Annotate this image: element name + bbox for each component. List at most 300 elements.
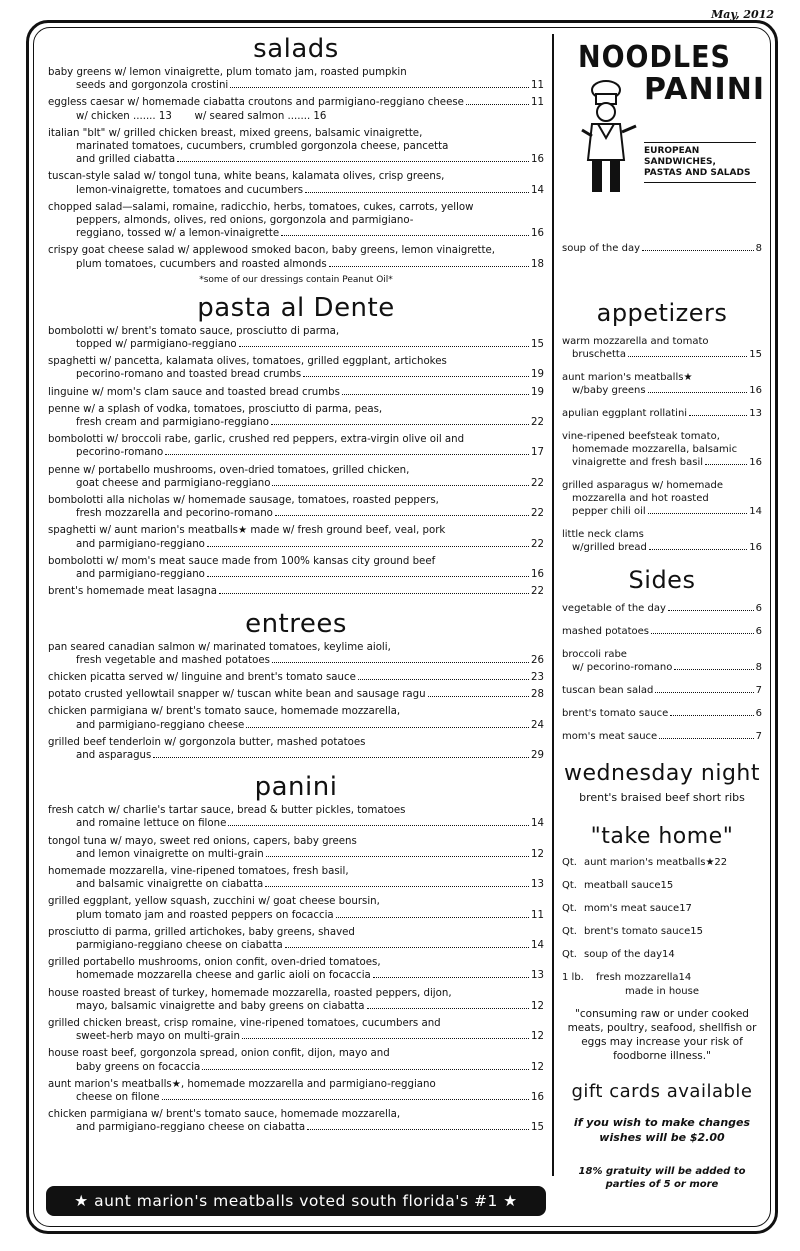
menu-item-text: seeds and gorgonzola crostini [76, 80, 229, 92]
take-home-price: 15 [660, 880, 674, 891]
menu-item-desc-line: tuscan-style salad w/ tongol tuna, white beans, kalamata olives, crisp greens, [48, 171, 445, 183]
dot-leader [428, 696, 529, 697]
menu-item-text: cheese on filone [76, 1091, 160, 1103]
menu-item [48, 244, 544, 270]
menu-item-text: and balsamic vinaigrette on ciabatta [76, 879, 264, 891]
menu-item-desc-line: little neck clams [562, 529, 644, 540]
gift-cards-heading: gift cards available [571, 1081, 753, 1102]
menu-item-price-row [562, 407, 762, 420]
menu-item [48, 1108, 544, 1134]
menu-item-price-row [48, 338, 544, 351]
take-home-item [562, 971, 762, 984]
menu-item-desc-line: homemade mozzarella, vine-ripened tomatoes, fresh basil, [48, 865, 349, 877]
menu-item-price-row [562, 348, 762, 361]
menu-item-price-row [48, 79, 544, 92]
take-home-price: 15 [690, 926, 703, 937]
menu-date: May, 2012 [711, 8, 774, 21]
menu-item [48, 170, 544, 196]
menu-item-text: w/baby greens [572, 385, 646, 396]
menu-item [48, 865, 544, 891]
menu-item-desc-line: grilled portabello mushrooms, onion confit, oven-dried tomatoes, [48, 957, 381, 969]
salads-heading: salads [253, 34, 339, 64]
menu-item-price: 16 [531, 569, 544, 581]
menu-item-price: 15 [531, 339, 544, 351]
menu-item-text: and parmigiano-reggiano cheese [76, 719, 245, 731]
menu-item [48, 705, 544, 731]
menu-item-text: pepper chili oil [572, 506, 646, 517]
menu-item-text: topped w/ parmigiano-reggiano [76, 339, 237, 351]
logo-tagline-line1: EUROPEAN SANDWICHES, [644, 146, 716, 167]
menu-item-desc-line: mozzarella and hot roasted [572, 493, 709, 504]
dot-leader [358, 679, 529, 680]
made-in-house-note: made in house [625, 986, 699, 997]
menu-item [48, 1017, 544, 1043]
logo-word-noodles: NOODLES [578, 40, 731, 75]
menu-item-price-row [562, 707, 762, 720]
menu-item-price: 13 [531, 879, 544, 891]
menu-item [48, 325, 544, 351]
menu-item [562, 528, 762, 554]
menu-item-text: apulian eggplant rollatini [562, 408, 688, 419]
menu-item-price: 19 [531, 386, 544, 398]
dot-leader [246, 727, 529, 728]
take-home-qty: Qt. [562, 949, 577, 960]
menu-item-price: 16 [531, 1091, 544, 1103]
menu-item-price: 13 [531, 970, 544, 982]
menu-item-price-row [48, 538, 544, 551]
menu-item-text: chicken picatta served w/ linguine and brent's tomato sauce [48, 671, 356, 683]
menu-item-desc-line: bombolotti alla nicholas w/ homemade sausage, tomatoes, roasted peppers, [48, 495, 439, 507]
soup-price: 8 [755, 243, 762, 254]
menu-item-price: 14 [531, 184, 544, 196]
dot-leader [628, 356, 747, 357]
menu-item-text: pecorino-romano [76, 447, 164, 459]
menu-item-desc-line: vine-ripened beefsteak tomato, [562, 431, 720, 442]
menu-item [48, 926, 544, 952]
menu-item [48, 555, 544, 581]
menu-item-price-row [48, 1000, 544, 1013]
menu-item-price: 17 [531, 447, 544, 459]
menu-item-price-row [48, 939, 544, 952]
menu-item-price-row [48, 585, 544, 598]
menu-item-price-row [562, 730, 762, 743]
menu-item-price-row [48, 446, 544, 459]
menu-item-desc-line: aunt marion's meatballs★, homemade mozzarella and parmigiano-reggiano [48, 1078, 436, 1090]
menu-item-text: fresh vegetable and mashed potatoes [76, 654, 270, 666]
menu-item-price: 22 [531, 508, 544, 520]
menu-item-price-row [48, 1091, 544, 1104]
menu-item-price: 15 [531, 1122, 544, 1134]
menu-item-desc-line: grilled beef tenderloin w/ gorgonzola butter, mashed potatoes [48, 736, 366, 748]
menu-item-desc-line: house roast beef, gorgonzola spread, onion confit, dijon, mayo and [48, 1048, 390, 1060]
dot-leader [303, 376, 529, 377]
menu-item-text: plum tomato jam and roasted peppers on focaccia [76, 909, 334, 921]
dot-leader [207, 576, 529, 577]
take-home-label: meatball sauce [584, 880, 661, 891]
menu-item-text: w/grilled bread [572, 542, 647, 553]
menu-item [562, 730, 762, 743]
menu-item-price: 22 [531, 538, 544, 550]
dot-leader [230, 87, 529, 88]
menu-item-text: and parmigiano-reggiano [76, 538, 205, 550]
menu-item-price-row [48, 227, 544, 240]
menu-item-desc-line: spaghetti w/ aunt marion's meatballs★ made w/ fresh ground beef, veal, pork [48, 525, 446, 537]
menu-item-desc-line: bombolotti w/ broccoli rabe, garlic, crushed red peppers, extra-virgin olive oil and [48, 434, 465, 446]
menu-item-price-row [562, 602, 762, 615]
menu-item-price-row [562, 661, 762, 674]
panini-list [48, 804, 544, 1134]
menu-item-desc-line: italian "blt" w/ grilled chicken breast, mixed greens, balsamic vinaigrette, [48, 127, 423, 139]
menu-item-desc-line: chicken parmigiana w/ brent's tomato sauce, homemade mozzarella, [48, 706, 401, 718]
menu-item-price: 28 [531, 689, 544, 701]
menu-item [48, 671, 544, 684]
dot-leader [342, 394, 529, 395]
menu-item-price: 11 [531, 909, 544, 921]
take-home-label: brent's tomato sauce [584, 926, 691, 937]
dot-leader [705, 464, 747, 465]
chef-icon [578, 80, 638, 200]
dot-leader [266, 856, 529, 857]
menu-item-price-row [48, 507, 544, 520]
menu-item-text: and lemon vinaigrette on multi-grain [76, 848, 264, 860]
menu-item-text: baby greens on focaccia [76, 1061, 201, 1073]
menu-item-price: 24 [531, 719, 544, 731]
take-home-qty: Qt. [562, 880, 577, 891]
menu-item-price: 8 [755, 662, 762, 673]
menu-item-text: vinaigrette and fresh basil [572, 457, 704, 468]
menu-item-text: linguine w/ mom's clam sauce and toasted bread crumbs [48, 386, 340, 398]
dot-leader [272, 662, 529, 663]
menu-item-desc-line: chopped salad—salami, romaine, radicchio, herbs, tomatoes, cukes, carrots, yellow [48, 201, 474, 213]
menu-item-price-row [48, 817, 544, 830]
menu-item-price-row [48, 688, 544, 701]
wednesday-heading: wednesday night [564, 761, 760, 786]
menu-item [562, 407, 762, 420]
take-home-item [562, 856, 762, 869]
menu-item-price: 11 [531, 97, 544, 109]
menu-item-text: reggiano, tossed w/ a lemon-vinaigrette [76, 228, 280, 240]
menu-item-price: 13 [749, 408, 762, 419]
menu-item-price: 29 [531, 749, 544, 761]
menu-item-text: vegetable of the day [562, 603, 666, 614]
menu-item-price: 12 [531, 848, 544, 860]
take-home-price: 22 [714, 857, 728, 868]
menu-item [562, 648, 762, 674]
menu-item [562, 707, 762, 720]
appetizers-heading: appetizers [596, 299, 728, 327]
menu-item-desc-line: penne w/ portabello mushrooms, oven-dried tomatoes, grilled chicken, [48, 464, 410, 476]
menu-item [48, 804, 544, 830]
sides-list [562, 602, 762, 743]
menu-item [48, 355, 544, 381]
menu-item-text: brent's tomato sauce [562, 708, 669, 719]
menu-item [48, 736, 544, 762]
menu-item-text: fresh mozzarella and pecorino-romano [76, 508, 273, 520]
dot-leader [689, 415, 747, 416]
menu-item-price-row [48, 96, 544, 109]
menu-item [48, 524, 544, 550]
menu-item-desc-line: grilled asparagus w/ homemade [562, 480, 724, 491]
meatballs-banner: ★ aunt marion's meatballs voted south florida's #1 ★ [46, 1186, 546, 1216]
menu-item-price: 16 [531, 228, 544, 240]
logo-tagline-line2: PASTAS AND SALADS [644, 168, 751, 178]
right-column [562, 40, 765, 1191]
salads-list [48, 66, 544, 271]
menu-item-price: 7 [755, 731, 762, 742]
dot-leader [239, 346, 529, 347]
menu-item-price-row [48, 719, 544, 732]
menu-item-price-row [48, 909, 544, 922]
take-home-label: mom's meat sauce [584, 903, 680, 914]
menu-item-desc-line: house roasted breast of turkey, homemade mozzarella, roasted peppers, dijon, [48, 987, 452, 999]
menu-item [48, 433, 544, 459]
menu-item-text: mayo, balsamic vinaigrette and baby greens on ciabatta [76, 1000, 365, 1012]
menu-item-desc-line: penne w/ a splash of vodka, tomatoes, prosciutto di parma, peas, [48, 403, 383, 415]
menu-item-text: mashed potatoes [562, 626, 650, 637]
peanut-oil-note: *some of our dressings contain Peanut Oil* [199, 274, 393, 285]
take-home-item [562, 925, 762, 938]
menu-item-price: 16 [749, 385, 762, 396]
menu-item-price-row [48, 1030, 544, 1043]
dot-leader [165, 454, 529, 455]
menu-item-desc-line: bombolotti w/ mom's meat sauce made from 100% kansas city ground beef [48, 555, 436, 567]
menu-item-price-row [562, 684, 762, 697]
panini-heading: panini [254, 772, 338, 803]
take-home-item [562, 902, 762, 915]
take-home-label: soup of the day [584, 949, 662, 960]
menu-item-price-row [562, 541, 762, 554]
take-home-qty: Qt. [562, 857, 577, 868]
menu-item [562, 430, 762, 469]
menu-item-text: and parmigiano-reggiano [76, 569, 205, 581]
menu-item-price-row [48, 184, 544, 197]
menu-item [562, 371, 762, 397]
menu-item-price-row [48, 1061, 544, 1074]
menu-item [48, 386, 544, 399]
menu-item-price: 22 [531, 586, 544, 598]
dot-leader [649, 549, 747, 550]
menu-item [48, 66, 544, 92]
menu-item-price: 6 [755, 708, 762, 719]
take-home-heading: "take home" [590, 824, 734, 849]
dot-leader [648, 392, 748, 393]
dot-leader [219, 593, 529, 594]
menu-item-price: 15 [749, 349, 762, 360]
menu-item-price-row [562, 384, 762, 397]
dot-leader [659, 738, 753, 739]
menu-item-text: sweet-herb mayo on multi-grain [76, 1031, 240, 1043]
dot-leader [307, 1129, 529, 1130]
menu-item-price-row [48, 848, 544, 861]
menu-item-text: mom's meat sauce [562, 731, 658, 742]
menu-item-text: pecorino-romano and toasted bread crumbs [76, 369, 302, 381]
menu-item [48, 1078, 544, 1104]
menu-item-price-row [48, 969, 544, 982]
menu-item [48, 987, 544, 1013]
menu-item-desc-line: pan seared canadian salmon w/ marinated tomatoes, keylime aioli, [48, 641, 391, 653]
menu-item-text: and romaine lettuce on filone [76, 818, 227, 830]
dot-leader [177, 161, 529, 162]
menu-item [48, 201, 544, 241]
menu-item-price-row [48, 568, 544, 581]
take-home-qty: Qt. [562, 926, 577, 937]
menu-item-text: fresh cream and parmigiano-reggiano [76, 417, 269, 429]
menu-item-desc-line: baby greens w/ lemon vinaigrette, plum tomato jam, roasted pumpkin [48, 67, 407, 78]
take-home-label: fresh mozzarella [596, 972, 679, 983]
menu-item-price-row [48, 153, 544, 166]
menu-item-price-row [48, 416, 544, 429]
take-home-item [562, 948, 762, 961]
menu-item-desc-line: fresh catch w/ charlie's tartar sauce, bread & butter pickles, tomatoes [48, 805, 406, 817]
dot-leader [207, 546, 529, 547]
menu-item [48, 835, 544, 861]
dot-leader [271, 424, 529, 425]
menu-item-desc-line: grilled eggplant, yellow squash, zucchini w/ goat cheese boursin, [48, 896, 380, 908]
menu-item-price-row [48, 258, 544, 271]
entrees-heading: entrees [245, 608, 347, 639]
take-home-price: 14 [678, 972, 692, 983]
dot-leader [373, 977, 529, 978]
menu-item-text: w/ pecorino-romano [572, 662, 673, 673]
menu-item-desc-line: prosciutto di parma, grilled artichokes, baby greens, shaved [48, 926, 355, 938]
menu-item-price-row [562, 505, 762, 518]
menu-item-price: 6 [755, 603, 762, 614]
food-safety-warning: "consuming raw or under cooked meats, poultry, seafood, shellfish or eggs may increase your risk of foodborne illness." [567, 1008, 757, 1062]
dot-leader [336, 917, 529, 918]
menu-item [48, 1047, 544, 1073]
pasta-list [48, 325, 544, 599]
gratuity-note: 18% gratuity will be added to parties of 5 or more [578, 1166, 746, 1190]
menu-item-desc-line: aunt marion's meatballs★ [562, 372, 693, 383]
dot-leader [651, 633, 754, 634]
changes-note: if you wish to make changes wishes will be $2.00 [573, 1116, 751, 1144]
menu-item [48, 585, 544, 598]
menu-item [562, 602, 762, 615]
entrees-list [48, 641, 544, 763]
menu-item-price: 18 [531, 258, 544, 270]
menu-item-text: and parmigiano-reggiano cheese on ciabatta [76, 1122, 306, 1134]
dot-leader [272, 485, 529, 486]
menu-item [562, 335, 762, 361]
menu-item-price: 12 [531, 1031, 544, 1043]
dot-leader [228, 825, 529, 826]
menu-item-text: bruschetta [572, 349, 626, 360]
dot-leader [281, 235, 529, 236]
take-home-qty: 1 lb. [562, 972, 584, 983]
menu-item-price: 14 [749, 506, 762, 517]
column-divider [552, 34, 554, 1176]
dot-leader [153, 757, 529, 758]
menu-item-price: 16 [531, 154, 544, 166]
menu-item [48, 494, 544, 520]
soup-row [562, 242, 762, 255]
menu-item-desc-line: grilled chicken breast, crisp romaine, vine-ripened tomatoes, cucumbers and [48, 1017, 441, 1029]
menu-item-extra: w/ chicken ....... 13 w/ seared salmon ....... 16 [76, 110, 327, 122]
menu-item [48, 464, 544, 490]
menu-item-price-row [48, 368, 544, 381]
soup-label: soup of the day [562, 243, 640, 254]
menu-item-price: 26 [531, 654, 544, 666]
menu-item-price: 22 [531, 477, 544, 489]
menu-item [562, 625, 762, 638]
menu-item-price: 14 [531, 939, 544, 951]
take-home-price: 14 [662, 949, 675, 960]
menu-item-price-row [48, 654, 544, 667]
dot-leader [329, 266, 529, 267]
menu-item [48, 895, 544, 921]
menu-item-price: 14 [531, 818, 544, 830]
menu-item-price: 12 [531, 1000, 544, 1012]
dot-leader [655, 692, 753, 693]
dot-leader [466, 104, 529, 105]
menu-item-text: goat cheese and parmigiano-reggiano [76, 477, 271, 489]
dot-leader [648, 513, 748, 514]
dot-leader [674, 669, 753, 670]
take-home-qty: Qt. [562, 903, 577, 914]
menu-item-text: plum tomatoes, cucumbers and roasted almonds [76, 258, 327, 270]
menu-item [48, 127, 544, 167]
menu-item-price-row [48, 671, 544, 684]
menu-item-price: 6 [755, 626, 762, 637]
dot-leader [242, 1038, 529, 1039]
dot-leader [162, 1099, 529, 1100]
menu-item-text: eggless caesar w/ homemade ciabatta croutons and parmigiano-reggiano cheese [48, 97, 464, 109]
menu-item [562, 684, 762, 697]
menu-item-price-row [48, 386, 544, 399]
dot-leader [668, 610, 754, 611]
menu-item-price: 12 [531, 1061, 544, 1073]
menu-item-desc-line: marinated tomatoes, cucumbers, crumbled gorgonzola cheese, pancetta [76, 141, 449, 153]
menu-item-price: 22 [531, 417, 544, 429]
menu-item-price: 19 [531, 369, 544, 381]
dot-leader [305, 192, 529, 193]
dot-leader [367, 1008, 529, 1009]
menu-item-price: 11 [531, 80, 544, 92]
menu-item-text: lemon-vinaigrette, tomatoes and cucumbers [76, 184, 304, 196]
menu-item-text: and grilled ciabatta [76, 154, 176, 166]
menu-item [48, 688, 544, 701]
menu-item-text: parmigiano-reggiano cheese on ciabatta [76, 939, 283, 951]
menu-item-price: 16 [749, 542, 762, 553]
menu-item-desc-line: warm mozzarella and tomato [562, 336, 709, 347]
menu-item-text: brent's homemade meat lasagna [48, 586, 217, 598]
menu-item [562, 479, 762, 518]
menu-item-desc-line: homemade mozzarella, balsamic [572, 444, 738, 455]
dot-leader [265, 886, 529, 887]
dot-leader [285, 947, 529, 948]
menu-item-desc-line: crispy goat cheese salad w/ applewood smoked bacon, baby greens, lemon vinaigrette, [48, 245, 495, 257]
menu-item-text: potato crusted yellowtail snapper w/ tuscan white bean and sausage ragu [48, 689, 426, 701]
menu-item [48, 403, 544, 429]
restaurant-logo [564, 40, 765, 208]
pasta-heading: pasta al Dente [197, 292, 395, 323]
menu-item-desc-line: peppers, almonds, olives, red onions, gorgonzola and parmigiano- [76, 215, 414, 227]
menu-item-price: 7 [755, 685, 762, 696]
take-home-price: 17 [679, 903, 692, 914]
menu-item [48, 641, 544, 667]
appetizers-list [562, 335, 762, 554]
menu-item [48, 956, 544, 982]
menu-item [48, 96, 544, 122]
menu-item-text: tuscan bean salad [562, 685, 654, 696]
menu-item-text: homemade mozzarella cheese and garlic aioli on focaccia [76, 970, 371, 982]
menu-item-price: 23 [531, 671, 544, 683]
menu-item-desc-line: tongol tuna w/ mayo, sweet red onions, capers, baby greens [48, 835, 357, 847]
wednesday-special: brent's braised beef short ribs [579, 791, 745, 804]
menu-item-text: and asparagus [76, 749, 152, 761]
menu-item-desc-line: chicken parmigiana w/ brent's tomato sauce, homemade mozzarella, [48, 1109, 401, 1121]
menu-item-desc-line: broccoli rabe [562, 649, 627, 660]
